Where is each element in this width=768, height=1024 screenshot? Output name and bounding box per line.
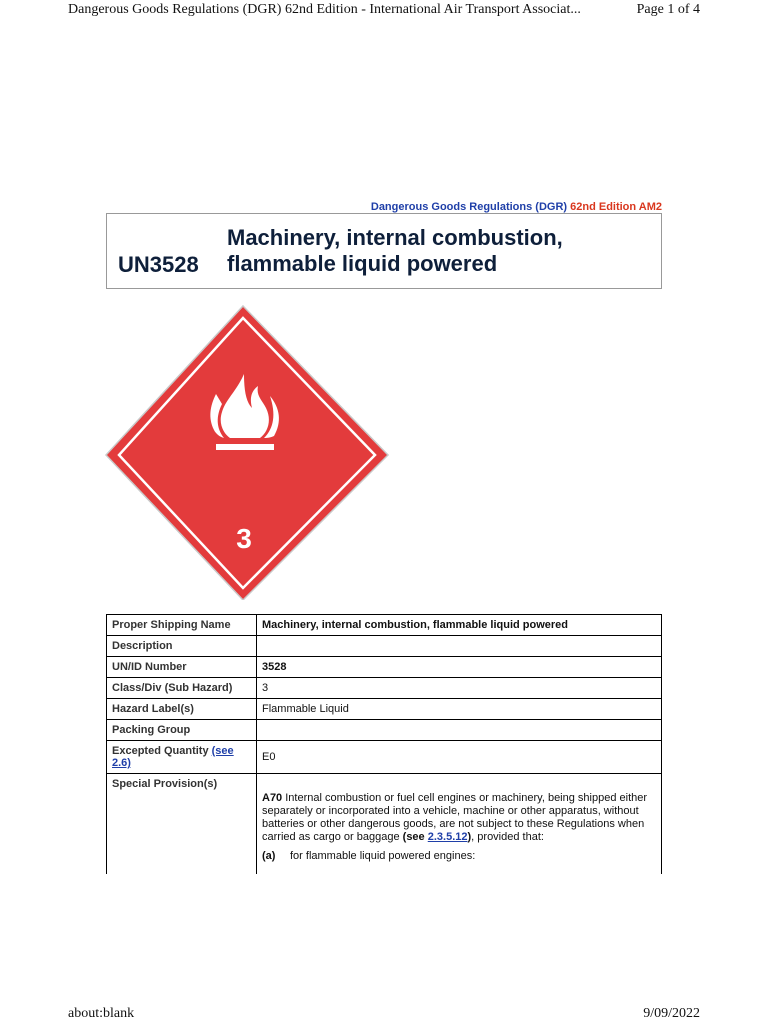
table-row (107, 657, 662, 678)
special-provisions-value (257, 774, 662, 875)
special-provision-a70: A70 Internal combustion or fuel cell engines or machinery, being shipped either separately or incorporated into a vehicle, machine or other apparatus, without batteries or other dangerous goods, are not subject to these Regulations when carried as cargo or baggage (see 2.3.5.12), provided that: (262, 792, 648, 843)
print-date: 9/09/2022 (643, 1006, 700, 1021)
excepted-quantity-text: Excepted Quantity (112, 745, 209, 757)
proper-name-title (227, 225, 647, 277)
proper-name-line-1: Machinery, internal combustion, (227, 225, 563, 250)
print-header (68, 2, 700, 24)
dangerous-goods-table (106, 614, 662, 874)
description-value (257, 636, 662, 657)
packing-group-label: Packing Group (107, 720, 257, 741)
title-box (106, 213, 662, 289)
special-provision-code: A70 (262, 792, 283, 804)
class-div-value: 3 (257, 678, 662, 699)
see-label: (see (402, 831, 428, 843)
table-row (107, 699, 662, 720)
excepted-quantity-value: E0 (257, 741, 662, 774)
description-label: Description (107, 636, 257, 657)
page-url: about:blank (68, 1006, 135, 1021)
publication-name: Dangerous Goods Regulations (DGR) (370, 201, 568, 213)
special-provision-subitem (262, 850, 656, 862)
hazard-label-class-3 (104, 304, 390, 600)
class-div-label: Class/Div (Sub Hazard) (107, 678, 257, 699)
table-row (107, 720, 662, 741)
subitem-label: (a) (262, 850, 276, 862)
document-title: Dangerous Goods Regulations (DGR) 62nd Edition - International Air Transport Associat... (68, 2, 581, 17)
hazard-class-number: 3 (236, 523, 252, 554)
table-row (107, 636, 662, 657)
special-provision-text: Internal combustion or fuel cell engines or machinery, being shipped either separately or incorporated into a vehicle, machine or other apparatus, without batteries or other dangerous goods, are not subject to these Regulations when carried as cargo or baggage (262, 792, 648, 843)
table-row (107, 774, 662, 875)
un-id-number-value: 3528 (257, 657, 662, 678)
packing-group-value (257, 720, 662, 741)
section-2-3-5-12-link[interactable]: 2.3.5.12 (427, 831, 468, 843)
edition-line (106, 201, 662, 213)
excepted-quantity-label (107, 741, 257, 774)
see-section-link[interactable]: (see 2.6) (112, 745, 234, 769)
hazard-diamond (104, 304, 390, 600)
subitem-text: for flammable liquid powered engines: (290, 850, 476, 862)
page-indicator: Page 1 of 4 (636, 2, 700, 17)
hazard-labels-label: Hazard Label(s) (107, 699, 257, 720)
un-number-title: UN3528 (118, 252, 199, 277)
un-id-number-label: UN/ID Number (107, 657, 257, 678)
proper-shipping-name-label: Proper Shipping Name (107, 615, 257, 636)
hazard-labels-value: Flammable Liquid (257, 699, 662, 720)
proper-shipping-name-value: Machinery, internal combustion, flammable liquid powered (257, 615, 662, 636)
print-footer (68, 1006, 700, 1022)
edition-name: 62nd Edition AM2 (570, 201, 662, 213)
table-row (107, 678, 662, 699)
table-row (107, 741, 662, 774)
proper-name-line-2: flammable liquid powered (227, 251, 498, 276)
table-row (107, 615, 662, 636)
special-provisions-label: Special Provision(s) (107, 774, 257, 875)
